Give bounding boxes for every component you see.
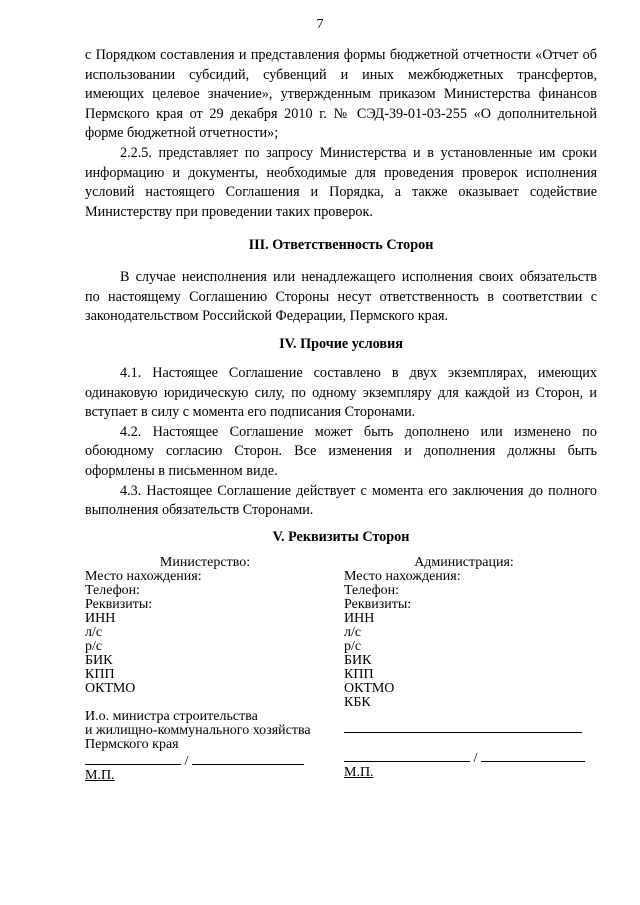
right-stamp-place: М.П.: [344, 765, 374, 780]
administration-title: Администрация:: [414, 555, 514, 570]
left-field-requisites: Реквизиты:: [85, 597, 153, 612]
right-position-line[interactable]: [344, 720, 594, 737]
right-field-inn: ИНН: [344, 611, 375, 626]
left-signature-blank[interactable]: [85, 752, 181, 765]
ministry-title: Министерство:: [159, 555, 251, 570]
right-field-ls: л/с: [344, 625, 362, 640]
left-field-oktmo: ОКТМО: [85, 681, 136, 696]
left-field-ls: л/с: [85, 625, 103, 640]
section-3: [85, 236, 597, 256]
left-field-bik: БИК: [85, 653, 113, 668]
left-field-phone: Телефон:: [85, 583, 141, 598]
left-field-inn: ИНН: [85, 611, 116, 626]
document-body: [85, 46, 597, 222]
signer-position-3: Пермского края: [85, 737, 179, 752]
section-4-body: [85, 364, 597, 521]
left-name-blank[interactable]: [192, 752, 304, 765]
right-field-kpp: КПП: [344, 667, 374, 682]
left-stamp-place: М.П.: [85, 768, 115, 783]
administration-column: [344, 556, 594, 780]
left-field-rs: р/с: [85, 639, 103, 654]
section-5: [85, 528, 597, 548]
right-signature-slash: /: [473, 751, 478, 766]
heading-other-terms: IV. Прочие условия: [279, 336, 403, 352]
section-4: [85, 335, 597, 355]
signer-position-2: и жилищно-коммунального хозяйства: [85, 723, 311, 738]
left-field-kpp: КПП: [85, 667, 115, 682]
right-position-blank[interactable]: [344, 720, 582, 733]
right-field-bik: БИК: [344, 653, 372, 668]
paragraph-4-1: 4.1. Настоящее Соглашение составлено в двух экземплярах, имеющих одинаковую юридическую силу, по одному экземпляру для каждой из Сторон, и вступает в силу с момента его подписания Сторонами.: [85, 365, 597, 421]
heading-responsibility: III. Ответственность Сторон: [248, 237, 434, 253]
paragraph-responsibility: В случае неисполнения или ненадлежащего исполнения своих обязательств по настоящему Соглашению Стороны несут ответственность в соответствии с законодательством Российской Федерации, Пермского края.: [85, 269, 597, 325]
right-field-rs: р/с: [344, 639, 362, 654]
heading-requisites: V. Реквизиты Сторон: [272, 529, 410, 545]
ministry-column: [85, 556, 335, 783]
right-signature-blank[interactable]: [344, 749, 470, 762]
left-signature-line[interactable]: [85, 752, 335, 769]
right-field-location: Место нахождения:: [344, 569, 461, 584]
left-signature-slash: /: [184, 754, 189, 769]
right-field-phone: Телефон:: [344, 583, 400, 598]
right-field-kbk: КБК: [344, 695, 371, 710]
page-number: 7: [316, 17, 324, 32]
right-field-oktmo: ОКТМО: [344, 681, 395, 696]
signer-position-1: И.о. министра строительства: [85, 709, 258, 724]
right-name-blank[interactable]: [481, 749, 585, 762]
paragraph-order-reference: с Порядком составления и представления формы бюджетной отчетности «Отчет об использовании субсидий, субвенций и иных межбюджетных трансфертов, имеющих целевое значение», утвержденным приказом Министерства финансов Пермского края от 29 декабря 2010 г. № СЭД-39-01-03-255 «О дополнительной форме бюджетной отчетности»;: [85, 47, 597, 142]
right-signature-line[interactable]: [344, 749, 594, 766]
section-3-body: [85, 268, 597, 327]
paragraph-4-2: 4.2. Настоящее Соглашение может быть дополнено или изменено по обоюдному согласию Сторон. Все изменения и дополнения должны быть оформлены в письменном виде.: [85, 423, 597, 479]
right-field-requisites: Реквизиты:: [344, 597, 412, 612]
paragraph-4-3: 4.3. Настоящее Соглашение действует с момента его заключения до полного выполнения обязательств Сторонами.: [85, 482, 597, 519]
left-field-location: Место нахождения:: [85, 569, 202, 584]
paragraph-2-2-5: 2.2.5. представляет по запросу Министерства и в установленные им сроки информацию и документы, необходимые для проведения проверок исполнения условий настоящего Соглашения и Порядка, а также оказывает содействие Министерству при проведении таких проверок.: [85, 144, 597, 220]
